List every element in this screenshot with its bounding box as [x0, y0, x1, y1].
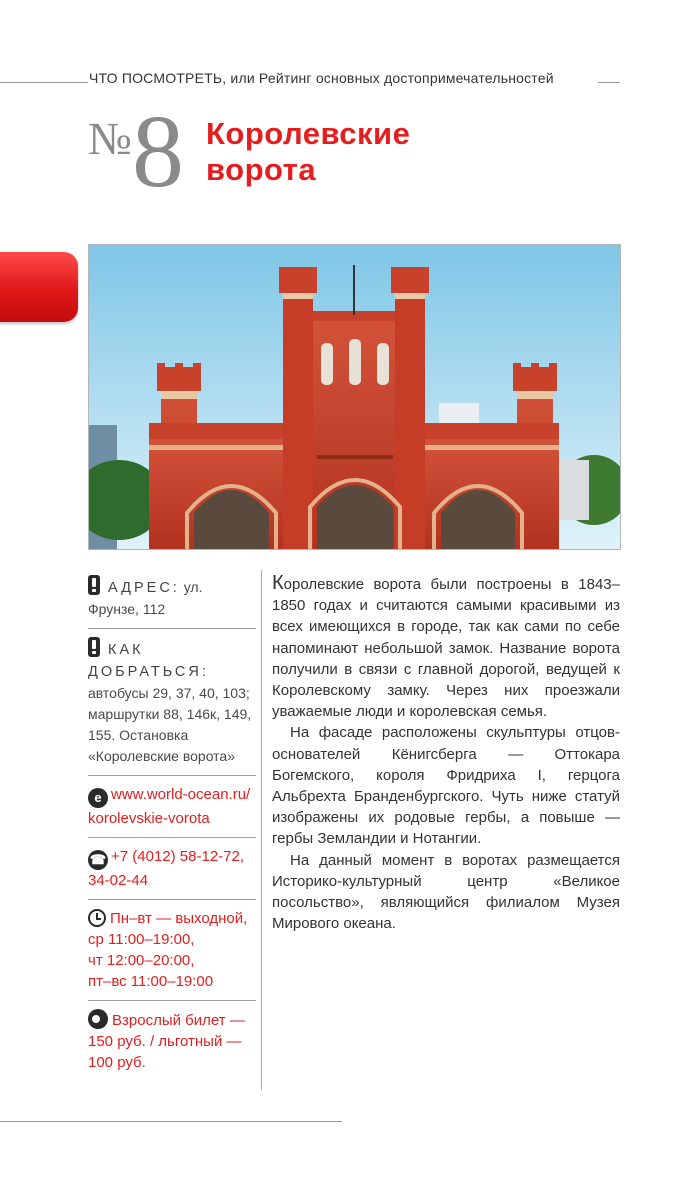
divider — [88, 899, 256, 900]
ticket-icon — [88, 1009, 108, 1029]
website-link[interactable]: www.world-ocean.ru/korolevskie-vorota — [88, 786, 251, 827]
paragraph-1 — [272, 573, 620, 722]
paragraph-3: На данный момент в воротах размещается Историко-культурный центр «Великое посольство», являющийся филиалом Музея Мирового океана. — [272, 851, 620, 933]
page-title — [206, 116, 410, 188]
royal-gate-photo — [88, 244, 621, 550]
exclamation-icon — [88, 575, 100, 595]
header-rule-right — [598, 82, 620, 83]
web-icon: e — [88, 788, 108, 808]
hours-line-2: ср 11:00–19:00, — [88, 931, 195, 948]
header-rule-left — [0, 82, 88, 83]
number-sign: № — [88, 113, 132, 164]
title-line-2: ворота — [206, 152, 317, 187]
directions-value: автобусы 29, 37, 40, 103; маршрутки 88, 146к, 149, 155. Остановка «Королевские ворота» — [88, 685, 252, 764]
divider — [88, 1000, 256, 1001]
address-value: ул. Фрунзе, 112 — [88, 579, 203, 617]
divider — [88, 628, 256, 629]
directions-label: КАК ДОБРАТЬСЯ: — [88, 642, 209, 680]
red-tab-marker — [0, 252, 78, 322]
info-sidebar — [88, 575, 256, 1073]
address-block — [88, 575, 256, 620]
article-body — [272, 573, 620, 934]
phone-block — [88, 846, 256, 891]
title-line-1: Королевские — [206, 116, 411, 151]
directions-block — [88, 637, 256, 767]
column-divider — [261, 570, 262, 1090]
hours-line-3: чт 12:00–20:00, — [88, 952, 195, 969]
divider — [88, 775, 256, 776]
number-digit: 8 — [132, 94, 184, 209]
dropcap: К — [272, 572, 284, 594]
price-block — [88, 1009, 256, 1073]
phone-icon: ☎ — [88, 850, 108, 870]
exclamation-icon — [88, 637, 100, 657]
website-block — [88, 784, 256, 829]
paragraph-2: На фасаде расположены скульптуры отцов-основателей Кёнигсберга — Оттокара Богемского, короля Фридриха I, герцога Альбрехта Бранденбургского. Чуть ниже статуй изображены их родовые гербы, а повыше — гербы Земландии и Нотангии. — [272, 724, 620, 848]
phone-number[interactable]: +7 (4012) 58-12-72, 34-02-44 — [88, 848, 245, 889]
hours-line-1: Пн–вт — выходной, — [110, 910, 248, 927]
paragraph-1-text: оролевские ворота были построены в 1843–1850 годах и считаются самыми красивыми из всех имеющихся в городе, так как сами по себе напоминают небольшой замок. Название ворота получили в связи с главной дорогой, ведущей к Королевскому замку. Через них проезжали уважаемые люди и королевская семья. — [272, 576, 620, 721]
hours-line-4: пт–вс 11:00–19:00 — [88, 973, 214, 990]
divider — [88, 837, 256, 838]
hours-block — [88, 908, 256, 992]
price-text: Взрослый билет — 150 руб. / льготный — 100 руб. — [88, 1012, 245, 1071]
address-label: АДРЕС: — [108, 580, 180, 596]
running-header: ЧТО ПОСМОТРЕТЬ, или Рейтинг основных достопримечательностей — [89, 70, 554, 86]
clock-icon — [88, 909, 106, 927]
footer-rule — [0, 1121, 342, 1122]
